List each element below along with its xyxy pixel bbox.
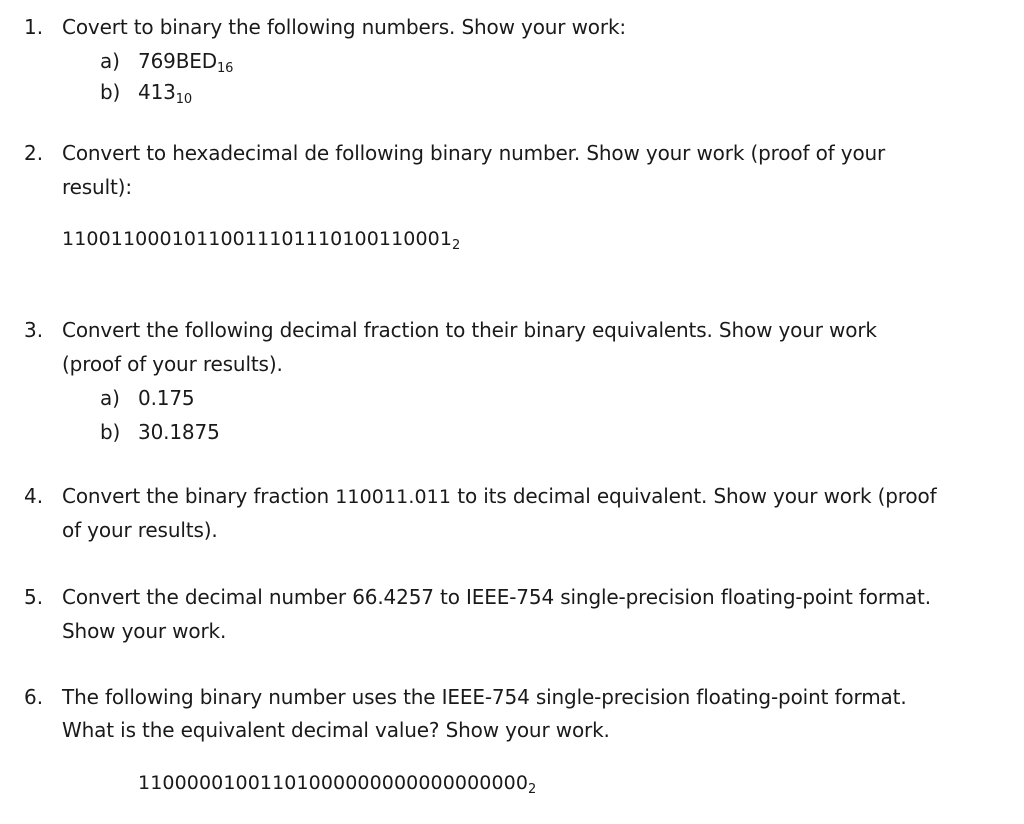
question-3-b-label: b) bbox=[100, 420, 121, 444]
question-3-b-value: 30.1875 bbox=[138, 420, 220, 444]
question-5-text-line2: Show your work. bbox=[62, 619, 227, 643]
question-5-number: 5. bbox=[24, 585, 44, 609]
question-1-a-value: $769BED_{16}$ bbox=[138, 49, 234, 76]
question-1-a-label: a) bbox=[100, 49, 120, 73]
question-4-text-line2: of your results). bbox=[62, 518, 218, 542]
question-3-a-value: 0.175 bbox=[138, 386, 195, 410]
question-2-number: 2. bbox=[24, 141, 44, 165]
question-4-number: 4. bbox=[24, 484, 44, 508]
question-4-text-line1: Convert the binary fraction 110011.011 to its decimal equivalent. Show your work (proof bbox=[62, 484, 937, 508]
question-1-text: Covert to binary the following numbers. Show your work: bbox=[62, 15, 626, 39]
question-1-number: 1. bbox=[24, 15, 44, 39]
question-6-number: 6. bbox=[24, 685, 44, 709]
question-3-text-line1: Convert the following decimal fraction to their binary equivalents. Show your work bbox=[62, 318, 877, 342]
question-3-text-line2: (proof of your results). bbox=[62, 352, 283, 376]
question-2-text-line1: Convert to hexadecimal de following binary number. Show your work (proof of your bbox=[62, 141, 886, 165]
question-6-text-line1: The following binary number uses the IEEE-754 single-precision floating-point format. bbox=[62, 685, 907, 709]
question-6-binary: $11000001001101000000000000000000_2$ bbox=[138, 772, 537, 797]
question-1-b-value: $413_{10}$ bbox=[138, 80, 192, 107]
question-5-text-line1: Convert the decimal number 66.4257 to IEEE-754 single-precision floating-point format. bbox=[62, 585, 931, 609]
question-3-number: 3. bbox=[24, 318, 44, 342]
question-2-binary: $11001100010110011101110100110001_2$ bbox=[62, 228, 461, 253]
question-2-text-line2: result): bbox=[62, 175, 132, 199]
question-6-text-line2: What is the equivalent decimal value? Show your work. bbox=[62, 718, 610, 742]
question-3-a-label: a) bbox=[100, 386, 120, 410]
question-1-b-label: b) bbox=[100, 80, 121, 104]
